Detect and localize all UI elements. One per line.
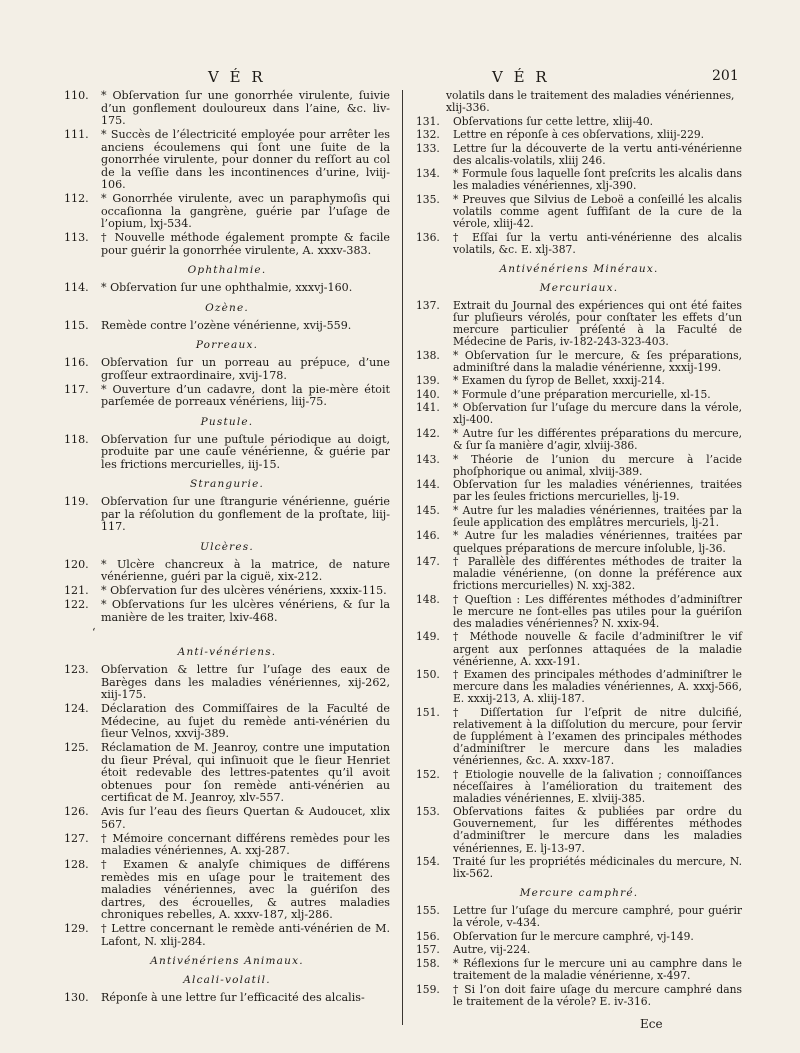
entry-number: 122. (64, 598, 89, 611)
index-entry (416, 116, 742, 128)
section-heading: Ophthalmie. (187, 264, 267, 276)
entry-text: * Gonorrhée virulente, avec un paraphymoſis qui occaſionna la gangrène, guérie par l’uſage de l’opium, lxj-534. (101, 192, 390, 230)
index-entry (416, 389, 742, 401)
index-entry (64, 384, 390, 409)
entry-text: † Lettre concernant le remède anti-vénérien de M. Lafont, N. xlij-284. (101, 922, 390, 948)
index-entry (64, 923, 390, 948)
entry-text: Obſervation ſur les maladies vénériennes, traitées par les ſeules frictions mercurielles, lj-19. (453, 478, 742, 504)
entry-number: 112. (64, 192, 89, 205)
entry-number: 113. (64, 231, 89, 244)
section-heading: Mercuriaux. (539, 281, 619, 294)
index-entry (64, 193, 390, 231)
entry-number: 157. (416, 943, 440, 957)
entry-number: 123. (64, 663, 89, 676)
entry-number: 154. (416, 855, 440, 869)
entry-number: 137. (416, 298, 440, 312)
index-entry (416, 350, 742, 374)
entry-text: Extrait du Journal des expériences qui ont été faites ſur pluſieurs vérolés, pour conſtater les effets d’un mercure particulier préſenté à la Faculté de Médecine de Paris, iv-182-243-323-403. (453, 298, 742, 348)
entry-number: 149. (416, 630, 440, 644)
entry-text: Obſervations faites & publiées par ordre du Gouvernement, ſur les différentes méthodes d’adminiſtrer le mercure dans les maladies vénériennes, E. lj-13-97. (453, 805, 742, 855)
index-entry (416, 984, 742, 1008)
index-entry (416, 143, 742, 167)
index-entry (416, 530, 742, 554)
index-entry (64, 232, 390, 257)
index-entry (416, 769, 742, 805)
column-divider (402, 90, 403, 1025)
entry-text: * Autre ſur les maladies vénériennes, traitées par quelques préparations de mercure inſoluble, lj-36. (453, 529, 742, 555)
left-column (64, 90, 390, 1006)
index-entry (64, 496, 390, 534)
index-entry (416, 232, 742, 256)
entry-text: † Méthode nouvelle & facile d’adminiſtrer le vif argent aux perſonnes attaquées de la maladie vénérienne, A. xxx-191. (453, 630, 742, 668)
entry-text: Obſervation & lettre ſur l’uſage des eaux de Barèges dans les maladies vénériennes, xij-262, xiij-175. (101, 663, 390, 701)
index-entry (64, 992, 390, 1005)
entry-text: † Diſſertation ſur l’eſprit de nitre dulcifié, relativement à la diſſolution du mercure, pour ſervir de ſupplément à l’examen des principales méthodes d’adminiſtrer le mercure dans les maladies vénériennes, &c. A. xxxv-187. (453, 705, 742, 768)
entry-text: † Examen & analyſe chimiques de différens remèdes mis en uſage pour le traitement des maladies vénériennes, avec la guériſon des dartres, des écrouelles, & autres maladies chroniques rebelles, A. xxxv-187, xlj-286. (101, 858, 390, 921)
section-heading: Porreaux. (195, 339, 259, 351)
signature-mark: Ece (640, 1017, 663, 1031)
entry-text: * Formule ſous laquelle ſont preſcrits les alcalis dans les maladies vénériennes, xlj-390. (453, 167, 742, 193)
entry-text: Avis ſur l’eau des ſieurs Quertan & Audoucet, xlix 567. (101, 805, 390, 831)
index-entry (416, 594, 742, 630)
entry-number: 118. (64, 432, 89, 446)
index-entry (64, 585, 390, 598)
index-entry (64, 434, 390, 472)
entry-number: 156. (416, 929, 440, 943)
entry-number: 147. (416, 555, 440, 569)
entry-text: Obſervation ſur le mercure camphré, vj-149. (453, 929, 694, 943)
index-entry (416, 631, 742, 667)
entry-text: * Obſervation ſur le mercure, & ſes préparations, adminiſtré dans la maladie vénérienne, xxxij-199. (453, 348, 742, 374)
entry-text: Lettre ſur la découverte de la vertu anti-vénérienne des alcalis-volatils, xliij 246. (453, 141, 742, 167)
index-entry (416, 300, 742, 348)
entry-text: † Queſtion : Les différentes méthodes d’adminiſtrer le mercure ne ſont-elles pas utiles pour la guériſon des maladies vénériennes? N. xxix-94. (453, 592, 742, 630)
index-entry (416, 375, 742, 387)
index-entry (416, 428, 742, 452)
index-entry (64, 90, 390, 128)
entry-number: 124. (64, 702, 89, 715)
entry-number: 132. (416, 128, 440, 142)
entry-text: * Ouverture d’un cadavre, dont la pie-mère étoit parſemée de porreaux vénériens, liij-75. (101, 382, 390, 408)
entry-number: 136. (416, 230, 440, 244)
page-number: 201 (712, 68, 739, 84)
entry-text: * Examen du ſyrop de Bellet, xxxij-214. (453, 374, 665, 388)
entry-text: Traité ſur les propriétés médicinales du mercure, N. lix-562. (453, 855, 742, 881)
section-heading: Ozène. (205, 301, 249, 314)
entry-number: 133. (416, 141, 440, 155)
index-entry (64, 320, 390, 333)
right-column (416, 90, 742, 1009)
index-entry (416, 505, 742, 529)
index-entry (64, 129, 390, 192)
entry-number: 117. (64, 382, 89, 396)
entry-number: 153. (416, 805, 440, 819)
index-entry (416, 958, 742, 982)
section-heading: Antivénériens Animaux. (150, 955, 304, 967)
entry-number: 134. (416, 167, 440, 181)
entry-text: * Preuves que Silvius de Leboë a conſeillé les alcalis volatils comme agent ſuffiſant de la cure de la vérole, xliij-42. (453, 193, 742, 231)
entry-text: † Eſſai ſur la vertu anti-vénérienne des alcalis volatils, &c. E. xlj-387. (453, 230, 742, 256)
entry-number: 120. (64, 557, 89, 571)
entry-number: 151. (416, 705, 440, 719)
entry-number: 115. (64, 318, 89, 332)
index-entry (416, 669, 742, 705)
index-entry (64, 559, 390, 584)
entry-number: 152. (416, 767, 440, 781)
entry-number: 139. (416, 374, 440, 388)
entry-text: * Réflexions ſur le mercure uni au camphre dans le traitement de la maladie vénérienne, x-497. (453, 956, 742, 982)
entry-number: 129. (64, 922, 89, 935)
entry-number: 119. (64, 495, 89, 508)
index-entry (64, 859, 390, 922)
entry-number: 142. (416, 426, 440, 440)
entry-number: 127. (64, 831, 89, 845)
index-entry (416, 905, 742, 929)
entry-number: 141. (416, 401, 440, 415)
index-entry (64, 833, 390, 858)
entry-text: * Succès de l’électricité employée pour arrêter les anciens écoulemens qui ſont une ſuite de la gonorrhée virulente, pour donner du reſſort au col de la veſſie dans les incontinences d’urine, lviij-106. (101, 128, 390, 191)
running-head-left: V É R (208, 68, 266, 86)
index-entry (64, 703, 390, 741)
index-entry (416, 707, 742, 767)
entry-text: Réponſe à une lettre ſur l’efficacité des alcalis- (101, 991, 365, 1004)
entry-text: * Obſervation ſur des ulcères vénériens, xxxix-115. (101, 584, 387, 597)
entry-number: 110. (64, 89, 89, 102)
index-entry (64, 357, 390, 382)
entry-text: Lettre en réponſe à ces obſervations, xliij-229. (453, 128, 705, 142)
section-heading: Ulcères. (200, 540, 254, 553)
running-head-right: V É R (492, 68, 550, 86)
stray-mark: ‘ (92, 626, 96, 639)
entry-number: 135. (416, 193, 440, 206)
index-entry (416, 129, 742, 141)
entry-text: Déclaration des Commiſſaires de la Faculté de Médecine, au ſujet du remède anti-vénérien du ſieur Velnos, xxvij-389. (101, 702, 390, 740)
entry-text: Autre, vij-224. (453, 943, 531, 957)
section-heading: Antivénériens Minéraux. (499, 262, 659, 275)
entry-text: * Théorie de l’union du mercure à l’acide phoſphorique ou animal, xlviij-389. (453, 452, 742, 478)
entry-number: 121. (64, 584, 89, 597)
index-entry (416, 194, 742, 230)
index-entry (64, 806, 390, 831)
entry-text: * Obſervation ſur l’uſage du mercure dans la vérole, xlj-400. (453, 401, 742, 427)
index-entry (64, 599, 390, 624)
entry-text: Obſervation ſur un porreau au prépuce, d’une groſſeur extraordinaire, xvij-178. (101, 356, 390, 382)
entry-number: 143. (416, 452, 440, 466)
entry-text: * Ulcère chancreux à la matrice, de nature vénérienne, guéri par la ciguë, xix-212. (101, 557, 390, 583)
entry-text: Réclamation de M. Jeanroy, contre une imputation du ſieur Préval, qui inſinuoit que le ſieur Henriet étoit redevable des lettres-patentes qu’il avoit obtenues pour ſon remède anti-vénérien au certificat de M. Jeanroy, xlv-557. (101, 741, 390, 804)
entry-text: * Autre ſur les maladies vénériennes, traitées par la ſeule application des emplâtres mercuriels, lj-21. (453, 503, 742, 529)
entry-number: 111. (64, 128, 89, 141)
entry-text: Obſervation ſur une puſtule périodique au doigt, produite par une cauſe vénérienne, & guérie par les frictions mercurielles, iij-15. (101, 432, 390, 471)
entry-text: † Mémoire concernant différens remèdes pour les maladies vénériennes, A. xxj-287. (101, 831, 390, 857)
entry-number: 125. (64, 741, 89, 754)
entry-number: 158. (416, 956, 440, 970)
entry-number: 114. (64, 281, 89, 294)
entry-number: 130. (64, 991, 89, 1004)
entry-number: 159. (416, 982, 440, 996)
entry-number: 148. (416, 592, 440, 606)
section-heading: Mercure camphré. (519, 887, 639, 900)
entry-number: 145. (416, 503, 440, 517)
entry-text: † Examen des principales méthodes d’adminiſtrer le mercure dans les maladies vénériennes, A. xxxj-566, E. xxxij-213, A. xliij-187. (453, 668, 742, 706)
index-entry (416, 931, 742, 943)
entry-text: Remède contre l’ozène vénérienne, xvij-559. (101, 318, 352, 332)
entry-text: Obſervations ſur cette lettre, xliij-40. (453, 114, 654, 128)
entry-text: Lettre ſur l’uſage du mercure camphré, pour guérir la vérole, v-434. (453, 904, 742, 930)
index-entry (64, 282, 390, 295)
section-heading: Anti-vénériens. (177, 646, 277, 658)
entry-number: 126. (64, 805, 89, 818)
entry-text: * Obſervation ſur une gonorrhée virulente, ſuivie d’un gonflement douloureux dans l’aine, &c. liv-175. (101, 89, 390, 127)
index-entry (64, 742, 390, 805)
entry-text: † Si l’on doit faire uſage du mercure camphré dans le traitement de la vérole? E. iv-316. (453, 982, 742, 1008)
index-entry (416, 556, 742, 592)
index-entry (416, 454, 742, 478)
entry-number: 140. (416, 387, 440, 401)
section-heading: Alcali-volatil. (183, 974, 271, 986)
entry-number: 131. (416, 114, 440, 128)
entry-text: * Obſervation ſur une ophthalmie, xxxvj-160. (101, 281, 353, 294)
index-entry (416, 806, 742, 854)
index-entry (64, 664, 390, 702)
entry-number: 138. (416, 348, 440, 362)
index-entry (416, 944, 742, 956)
entry-text: † Parallèle des différentes méthodes de traiter la maladie vénérienne, (on donne la préférence aux frictions mercurielles) N. xxj-382. (453, 555, 742, 593)
entry-text: † Etiologie nouvelle de la ſalivation ; connoiſſances néceſſaires à l’amélioration du traitement des maladies vénériennes, E. xlviij-385. (453, 767, 742, 805)
entry-number: 146. (416, 529, 440, 543)
entry-number: 128. (64, 858, 89, 871)
section-heading: Strangurie. (189, 478, 265, 490)
entry-text: * Obſervations ſur les ulcères vénériens, & ſur la manière de les traiter, lxiv-468. (101, 598, 390, 624)
entry-text: * Formule d’une préparation mercurielle, xl-15. (453, 387, 711, 401)
entry-number: 116. (64, 356, 89, 369)
index-entry (416, 168, 742, 192)
section-heading: Pustule. (200, 415, 254, 428)
index-entry (416, 856, 742, 880)
entry-text: Obſervation ſur une ſtrangurie vénérienne, guérie par la réſolution du gonflement de la proſtate, liij-117. (101, 495, 390, 533)
entry-text: † Nouvelle méthode également prompte & facile pour guérir la gonorrhée virulente, A. xxxv-383. (101, 231, 390, 257)
index-entry (416, 402, 742, 426)
index-entry (416, 479, 742, 503)
entry-continuation: volatils dans le traitement des maladies vénériennes, xlij-336. (446, 89, 735, 115)
entry-text: * Autre ſur les différentes préparations du mercure, & ſur ſa manière d’agir, xlviij-386. (453, 426, 742, 452)
entry-number: 150. (416, 668, 440, 682)
entry-number: 155. (416, 904, 440, 918)
entry-number: 144. (416, 478, 440, 492)
